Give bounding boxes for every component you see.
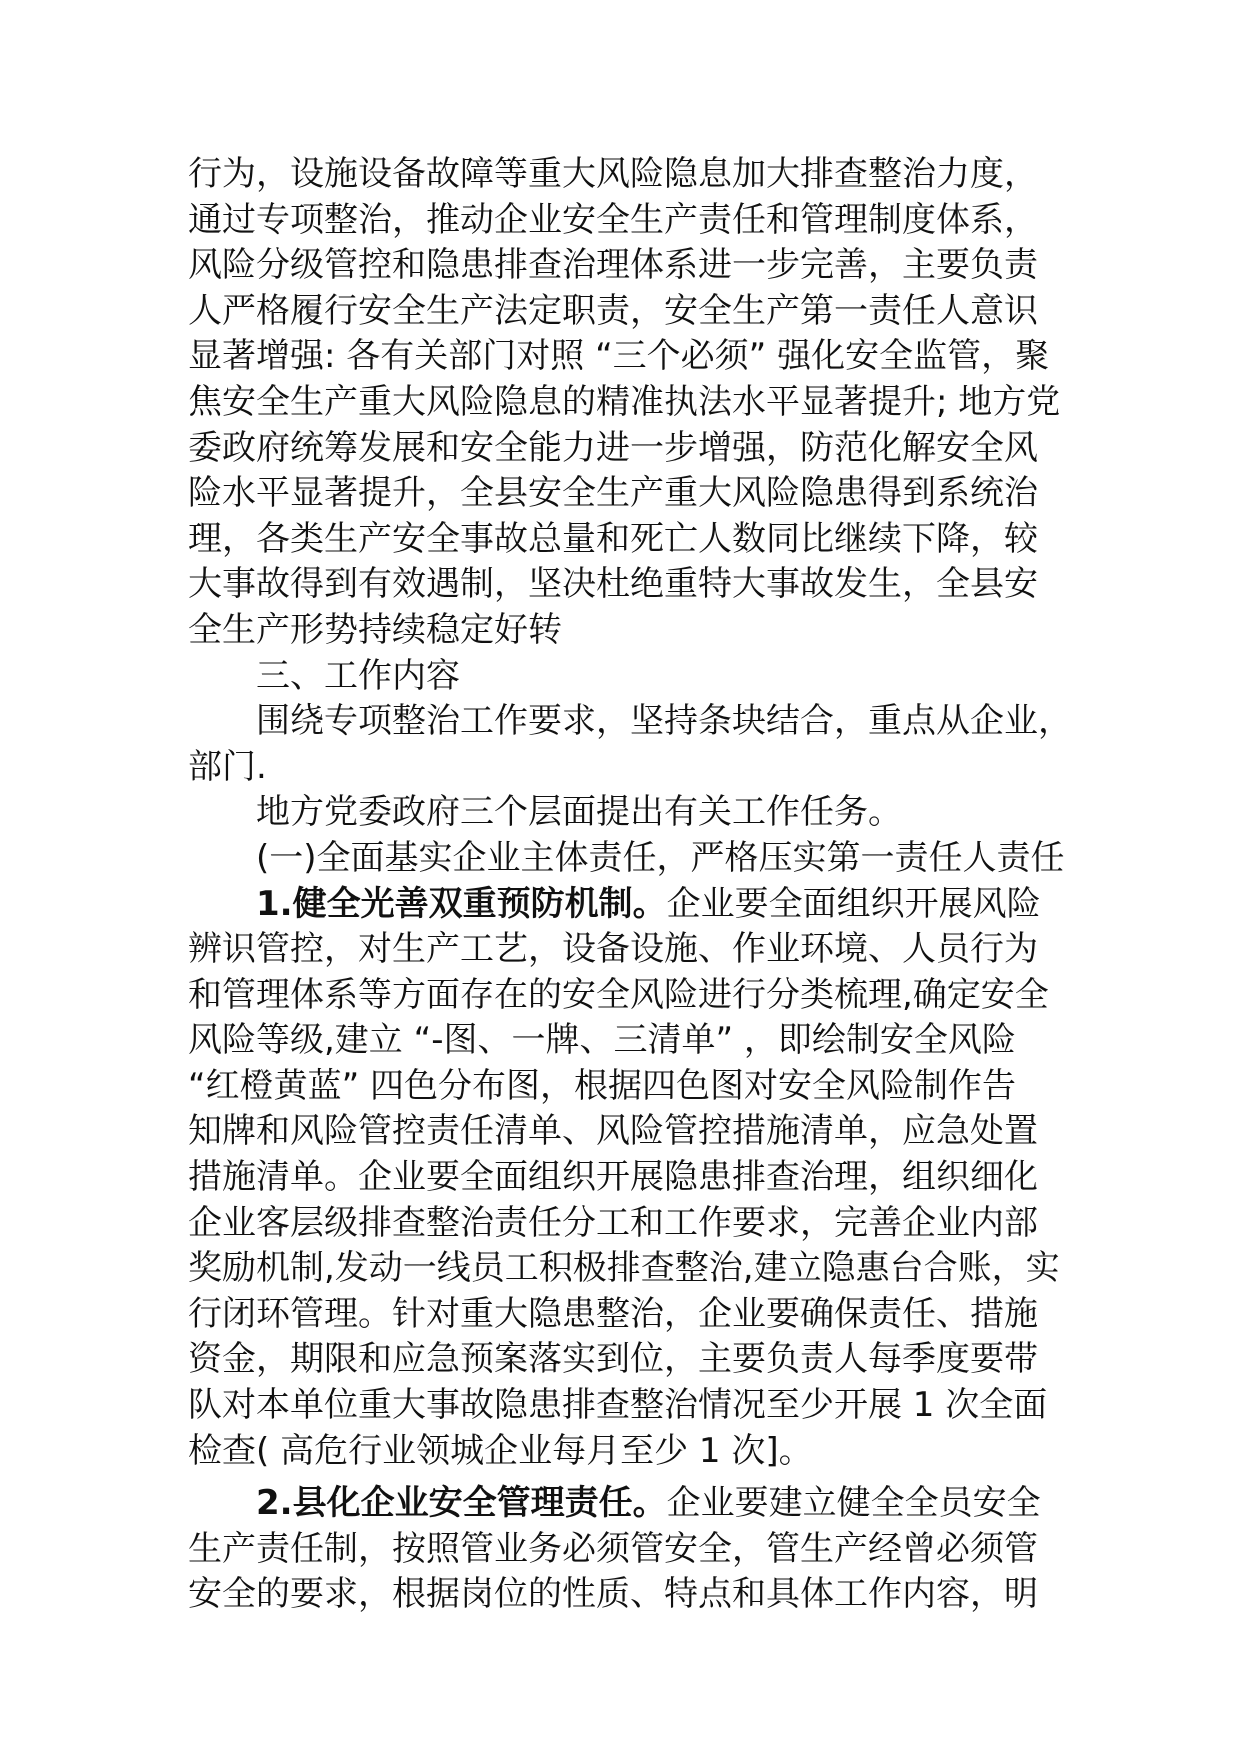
- text-line: 部门.: [188, 746, 267, 787]
- text-line: 检查( 高危行业领城企业每月至少 1 次]。: [188, 1430, 813, 1471]
- text-line: 行闭环管理。针对重大隐患整治，企业要确保责任、措施: [188, 1293, 1038, 1334]
- text-line: 行为，设施设备故障等重大风险隐息加大排查整治力度，: [188, 154, 1038, 194]
- item-1-first-line: [188, 882, 1068, 928]
- text-line: 风险等级,建立 “-图、一牌、三清单” ，即绘制安全风险: [188, 1020, 1016, 1061]
- paragraph-3: 地方党委政府三个层面提出有关工作任务。: [256, 792, 902, 833]
- item-1-first-line-text: 企业要全面组织开展风险: [666, 883, 1041, 924]
- text-line: 显著增强: 各有关部门对照 “三个必须” 强化安全监管，聚: [188, 336, 1050, 377]
- item-2: [188, 1481, 1068, 1618]
- item-1: [188, 882, 1068, 1475]
- document-body: [188, 152, 1072, 1618]
- item-1-title: 1.健全光善双重预防机制。: [256, 883, 667, 924]
- text-line: 全生产形势持续稳定好转: [188, 609, 562, 650]
- paragraph-gap: [188, 1474, 1068, 1481]
- text-line: 通过专项整治，推动企业安全生产责任和管理制度体系，: [188, 199, 1038, 240]
- subheading-1: (一)全面基实企业主体责任，严格压实第一责任人责任: [256, 837, 1065, 878]
- text-line: 安全的要求，根据岗位的性质、特点和具体工作内容，明: [188, 1574, 1038, 1615]
- paragraph-2: [188, 699, 1072, 790]
- text-line: 奖励机制,发动一线员工积极排查整治,建立隐惠台合账，实: [188, 1248, 1060, 1289]
- text-line: 辨识管控，对生产工艺，设备设施、作业环境、人员行为: [188, 929, 1038, 970]
- text-line: 理，各类生产安全事故总量和死亡人数同比继续下降，较: [188, 518, 1038, 559]
- item-2-first-line: [188, 1481, 1068, 1527]
- text-line: 资金，期限和应急预案落实到位，主要负责人每季度要带: [188, 1339, 1038, 1380]
- item-2-title: 2.县化企业安全管理责任。: [256, 1483, 667, 1524]
- text-line: 生产责任制，按照管业务必须管安全，管生产经曾必须管: [188, 1528, 1038, 1569]
- text-line: 企业客层级排查整治责任分工和工作要求，完善企业内部: [188, 1202, 1038, 1243]
- item-2-first-line-text: 企业要建立健全全员安全: [666, 1483, 1041, 1524]
- text-line: “红橙黄蓝” 四色分布图，根据四色图对安全风险制作告: [188, 1065, 1017, 1106]
- text-line: 队对本单位重大事故隐患排查整治情况至少开展 1 次全面: [188, 1385, 1048, 1426]
- text-line: 围绕专项整治工作要求，坚持条块结合，重点从企业，: [256, 701, 1072, 742]
- text-line: 人严格履行安全生产法定职责，安全生产第一责任人意识: [188, 290, 1038, 331]
- section-heading: 三、工作内容: [256, 655, 460, 696]
- text-line: 险水平显著提升，全县安全生产重大风险隐患得到系统治: [188, 473, 1038, 514]
- text-line: 措施清单。企业要全面组织开展隐患排查治理，组织细化: [188, 1157, 1038, 1198]
- text-line: 焦安全生产重大风险隐息的精准执法水平显著提升; 地方党: [188, 381, 1061, 422]
- paragraph-1: [188, 152, 1068, 654]
- text-line: 知牌和风险管控责任清单、风险管控措施清单，应急处置: [188, 1111, 1038, 1152]
- text-line: 和管理体系等方面存在的安全风险进行分类梳理,确定安全: [188, 974, 1049, 1015]
- text-line: 风险分级管控和隐患排查治理体系进一步完善，主要负责: [188, 245, 1038, 286]
- text-line: 大事故得到有效遇制，坚决杜绝重特大事故发生，全县安: [188, 564, 1038, 605]
- text-line: 委政府统筹发展和安全能力进一步增强，防范化解安全风: [188, 427, 1038, 468]
